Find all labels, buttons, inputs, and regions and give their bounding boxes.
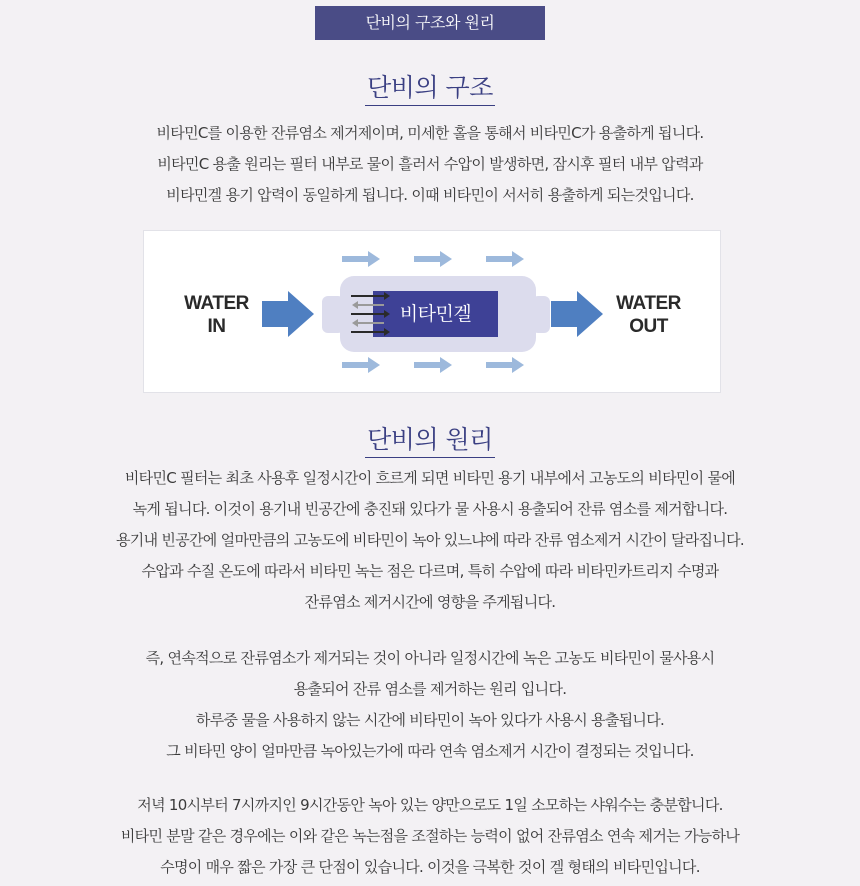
water-in-label: [174, 292, 259, 338]
principle-line: 하루중 물을 사용하지 않는 시간에 비타민이 녹아 있다가 사용시 용출됩니다.: [195, 711, 665, 729]
principle-line: 잔류염소 제거시간에 영향을 주게됩니다.: [304, 593, 556, 611]
principle-line: 용기내 빈공간에 얼마만큼의 고농도에 비타민이 녹아 있느냐에 따라 잔류 염소제거 시간이 달라집니다.: [115, 531, 744, 549]
principle-line: 비타민C 필터는 최초 사용후 일정시간이 흐르게 되면 비타민 용기 내부에서 고농도의 비타민이 물에: [124, 469, 736, 487]
principle-line: 녹게 됩니다. 이것이 용기내 빈공간에 충진돼 있다가 물 사용시 용출되어 잔류 염소를 제거합니다.: [132, 500, 728, 518]
water-in-arrow: [262, 291, 314, 337]
water-out-line: OUT: [629, 316, 668, 337]
water-in-line: IN: [207, 316, 226, 337]
principle-line: 그 비타민 양이 얼마만큼 녹아있는가에 따라 연속 염소제거 시간이 결정되는 것입니다.: [166, 742, 694, 760]
principle-heading: [0, 420, 860, 458]
structure-heading-text: 단비의 구조: [365, 68, 495, 106]
principle-paragraph-1: [0, 463, 860, 618]
principle-paragraph-2: [0, 643, 860, 767]
bottom-flow-arrows: [342, 357, 524, 373]
structure-line: 비타민C 용출 원리는 필터 내부로 물이 흘러서 수압이 발생하면, 잠시후 필터 내부 압력과: [157, 155, 703, 173]
vitamin-gel-label: 비타민겔: [399, 303, 472, 325]
structure-line: 비타민C를 이용한 잔류염소 제거제이며, 미세한 홀을 통해서 비타민C가 용출하게 됩니다.: [156, 124, 704, 142]
principle-paragraph-3: [0, 790, 860, 883]
structure-line: 비타민겔 용기 압력이 동일하게 됩니다. 이때 비타민이 서서히 용출하게 되는것입니다.: [166, 186, 694, 204]
structure-heading: [0, 68, 860, 106]
water-in-line: WATER: [184, 293, 249, 314]
principle-line: 수압과 수질 온도에 따라서 비타민 녹는 점은 다르며, 특히 수압에 따라 비타민카트리지 수명과: [141, 562, 719, 580]
filter-diagram: [143, 230, 721, 393]
principle-line: 비타민 분말 같은 경우에는 이와 같은 녹는점을 조절하는 능력이 없어 잔류염소 연속 제거는 가능하나: [120, 827, 740, 845]
water-out-line: WATER: [616, 293, 681, 314]
structure-description: [0, 118, 860, 211]
principle-heading-text: 단비의 원리: [365, 420, 495, 458]
water-out-label: [606, 292, 691, 338]
principle-line: 저녁 10시부터 7시까지인 9시간동안 녹아 있는 양만으로도 1일 소모하는 샤워수는 충분합니다.: [137, 796, 723, 814]
water-out-arrow: [551, 291, 603, 337]
top-flow-arrows: [342, 251, 524, 267]
section-banner: 단비의 구조와 원리: [315, 6, 545, 40]
principle-line: 용출되어 잔류 염소를 제거하는 원리 입니다.: [293, 680, 567, 698]
principle-line: 즉, 연속적으로 잔류염소가 제거되는 것이 아니라 일정시간에 녹은 고농도 비타민이 물사용시: [145, 649, 715, 667]
principle-line: 수명이 매우 짧은 가장 큰 단점이 있습니다. 이것을 극복한 것이 겔 형태의 비타민입니다.: [160, 858, 700, 876]
